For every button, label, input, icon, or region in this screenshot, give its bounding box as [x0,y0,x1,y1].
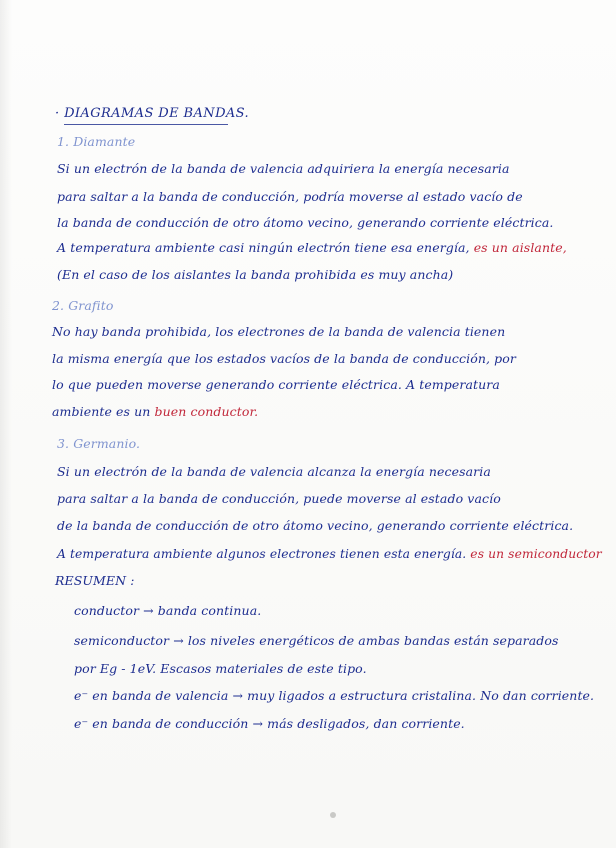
section-1-line-4 [57,240,567,255]
section-3-line-4-text: A temperatura ambiente algunos electrones tienen esta energía. [57,546,467,561]
section-2-heading: 2. Grafito [52,298,114,313]
section-1-heading: 1. Diamante [57,134,136,149]
section-3-heading: 3. Germanio. [57,436,141,451]
paper-mark [330,812,336,818]
page-title: · DIAGRAMAS DE BANDAS. [55,106,250,121]
title-underline [64,124,228,125]
section-2-line-2: la misma energía que los estados vacíos de la banda de conducción, por [52,351,516,366]
summary-line-1: conductor → banda continua. [74,603,262,618]
section-3-line-2: para saltar a la banda de conducción, puede moverse al estado vacío [57,491,501,506]
summary-line-3: por Eg - 1eV. Escasos materiales de este tipo. [74,661,367,676]
summary-line-2: semiconductor → los niveles energéticos de ambas bandas están separados [74,633,559,648]
section-3-line-3: de la banda de conducción de otro átomo vecino, generando corriente eléctrica. [57,518,574,533]
section-2-line-1: No hay banda prohibida, los electrones de la banda de valencia tienen [52,324,506,339]
section-2-line-4 [52,404,258,419]
section-2-line-4-text: ambiente es un [52,404,151,419]
section-3-conclusion: es un semiconductor [470,546,602,561]
section-1-line-4-text: A temperatura ambiente casi ningún electrón tiene esa energía, [57,240,470,255]
section-1-line-2: para saltar a la banda de conducción, podría moverse al estado vacío de [57,189,523,204]
section-2-conclusion: buen conductor. [154,404,259,419]
section-1-line-3: la banda de conducción de otro átomo vecino, generando corriente eléctrica. [57,215,554,230]
summary-line-4: e⁻ en banda de valencia → muy ligados a estructura cristalina. No dan corriente. [74,688,595,703]
section-3-line-1: Si un electrón de la banda de valencia alcanza la energía necesaria [57,464,491,479]
section-3-line-4 [57,546,602,561]
section-1-conclusion: es un aislante, [473,240,567,255]
page-edge-shadow [0,0,12,848]
section-2-line-3: lo que pueden moverse generando corriente eléctrica. A temperatura [52,377,500,392]
summary-heading: RESUMEN : [55,573,135,588]
section-1-line-1: Si un electrón de la banda de valencia adquiriera la energía necesaria [57,161,510,176]
section-1-line-5: (En el caso de los aislantes la banda prohibida es muy ancha) [57,267,454,282]
summary-line-5: e⁻ en banda de conducción → más desligados, dan corriente. [74,716,465,731]
